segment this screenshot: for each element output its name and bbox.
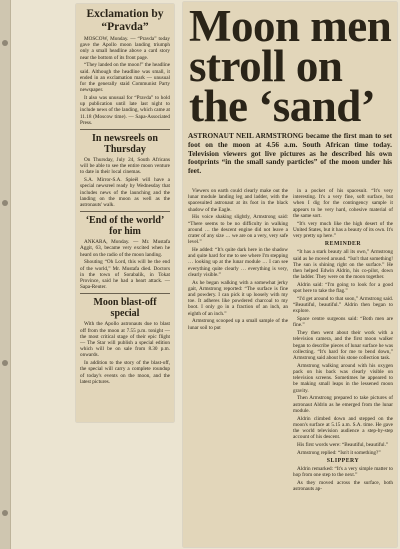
- main-headline: Moon men stroll on the ‘sand’: [189, 2, 392, 131]
- story-paragraph: With the Apollo astronauts due to blast off from the moon at 7.55 p.m. tonight — the most critical stage of their epic flight — The Star will publish a special edition which will be on sale from 8.30 p.m. onwards.: [80, 321, 170, 359]
- story-paragraph: Viewers on earth could clearly make out the lunar module landing leg and ladder, with the spacesuited astronaut at its foot in the black shadow of the Eagle.: [188, 188, 288, 213]
- story-paragraph: S.A. Mirror-S.A. Spieël will have a special newsreel ready by Wednesday that includes news of the launching and the landing on the moon as well as the astronauts' walk.: [80, 177, 170, 209]
- headline-end-of-world: ‘End of the world’ for him: [85, 215, 165, 238]
- story-paragraph: “It has a stark beauty all its own,” Armstrong said as he moved around. “Isn't that something! The sun is shining right on the surface.” He then helped Edwin Aldrin, his co-pilot, down the ladder. They were on the moon together.: [293, 249, 393, 281]
- story-paragraph: As they moved across the surface, both astronauts ap-: [293, 480, 393, 493]
- story-paragraph: His voice shaking slightly, Armstrong said: “There seems to be no difficulty in walking around … the descent engine did not leave a crater of any size … we are on a very, very safe level.”: [188, 214, 288, 246]
- divider: [80, 211, 170, 212]
- article-column-2: [293, 188, 393, 494]
- punch-hole: [2, 40, 8, 46]
- story-paragraph: Then Armstrong prepared to take pictures of astronaut Aldrin as he emerged from the lunar module.: [293, 395, 393, 414]
- punch-hole: [2, 200, 8, 206]
- story-paragraph: Aldrin said: “I'm going to look for a good spot here to take the flag.”: [293, 282, 393, 295]
- story-paragraph: Armstrong walking around with his oxygen pack on his back was clearly visible on television screens. Sometimes he appeared to be making small leaps in the lessened moon gravity.: [293, 362, 393, 394]
- divider: [80, 129, 170, 130]
- story-paragraph: He added: “It's quite dark here in the shadow and quite hard for me to see where I'm stepping … looking up at the lunar module … I can see everything quite clearly … everything is very, clearly visible.”: [188, 247, 288, 278]
- page-binding: [0, 0, 11, 549]
- pravda-story: [80, 36, 170, 126]
- story-paragraph: It also was unusual for “Pravda” to hold up publication until late last night to include news of the landing, which came at 11.18 (Moscow time). — Sapa-Associated Press.: [80, 95, 170, 126]
- newsreels-story: [80, 157, 170, 208]
- headline-pravda: Exclamation by “Pravda”: [86, 8, 164, 33]
- blast-off-story: [80, 321, 170, 385]
- story-paragraph: “I'd get around to that soon,” Armstrong said. “Beautiful, beautiful.” Aldrin then began to explore.: [293, 296, 393, 315]
- story-paragraph: As he began walking with a somewhat jerky gait, Armstrong reported: “The surface is fine and powdery. I can pick it up loosely with my toe. It adheres like powdered charcoal to my boot. I only go in a fraction of an inch, an eighth of an inch.”: [188, 279, 288, 317]
- story-paragraph: In addition to the story of the blast-off, the special will carry a complete roundup of today's events on the moon, and the latest pictures.: [80, 360, 170, 385]
- punch-hole: [2, 360, 8, 366]
- story-paragraph: Shouting “Oh Lord, this will be the end of the world,” Mr. Mustafa died. Doctors in the town of Sorabalik, in Tokat Province, said he had a heart attack. — Sapa-Reuter.: [80, 259, 170, 291]
- story-paragraph: “It's very much like the high desert of the United States, but it has a beauty of its own. It's very pretty up here.”: [293, 220, 393, 240]
- article-column-1: [188, 188, 288, 332]
- story-paragraph: Armstrong replied: “Isn't it something?”: [297, 449, 381, 456]
- story-paragraph: Armstrong scooped up a small sample of the lunar soil to put: [188, 318, 288, 331]
- headline-blast-off: Moon blast-off special: [93, 297, 157, 320]
- story-paragraph: They then went about their work with a television camera, and the first moon walker began to describe pieces of lunar surface he was collecting. “It's hard for me to bend down,” Armstrong said about his stone collection task.: [293, 330, 393, 362]
- story-paragraph: Aldrin remarked: “It's a very simple matter to hop from one step to the next.”: [293, 466, 393, 479]
- headline-newsreels: In newsreels on Thursday: [92, 133, 158, 156]
- punch-hole: [2, 510, 8, 516]
- story-paragraph: His first words were: “Beautiful, beautiful.”: [297, 442, 389, 449]
- subhead-slippery: SLIPPERY: [326, 458, 360, 465]
- story-paragraph: in a pocket of his spacesuit. “It's very interesting. It's a very fine, soft surface, but when I dig for the contingency sample it appears to be very hard, cohesive material of the same sort.: [293, 188, 393, 219]
- story-paragraph: Aldrin climbed down and stepped on the moon's surface at 5.15 a.m. S.A. time. He gave the world television audience a step-by-step account of his descent.: [293, 415, 393, 441]
- story-paragraph: “They landed on the moon!” the headline said. Although the headline was small, it ended in an exclamation mark — unusual for the generally staid Communist Party newspaper.: [80, 62, 170, 94]
- lead-paragraph: ASTRONAUT NEIL ARMSTRONG became the first man to set foot on the moon at 4.56 a.m. South African time today. Television viewers got live pictures as he described his own footprints “in the small sandy particles” of the moon under his feet.: [188, 131, 392, 176]
- main-news-clipping: [183, 2, 397, 547]
- left-news-clipping: [76, 4, 174, 422]
- end-of-world-story: [80, 239, 170, 290]
- divider: [80, 293, 170, 294]
- story-paragraph: ANKARA, Monday. — Mr. Mustafa Aggit, 63, became very excited when he heard on the radio of the moon landing.: [80, 239, 170, 258]
- story-paragraph: Space centre surgeons said: “Both men are fine.”: [293, 316, 393, 329]
- subhead-reminder: REMINDER: [324, 241, 362, 248]
- story-paragraph: MOSCOW, Monday. — “Pravda” today gave the Apollo moon landing triumph only a small headline above a card story near the bottom of its front page.: [80, 36, 170, 61]
- story-paragraph: On Thursday, July 24, South Africans will be able to see the entire moon venture to date in their local cinemas.: [80, 157, 170, 176]
